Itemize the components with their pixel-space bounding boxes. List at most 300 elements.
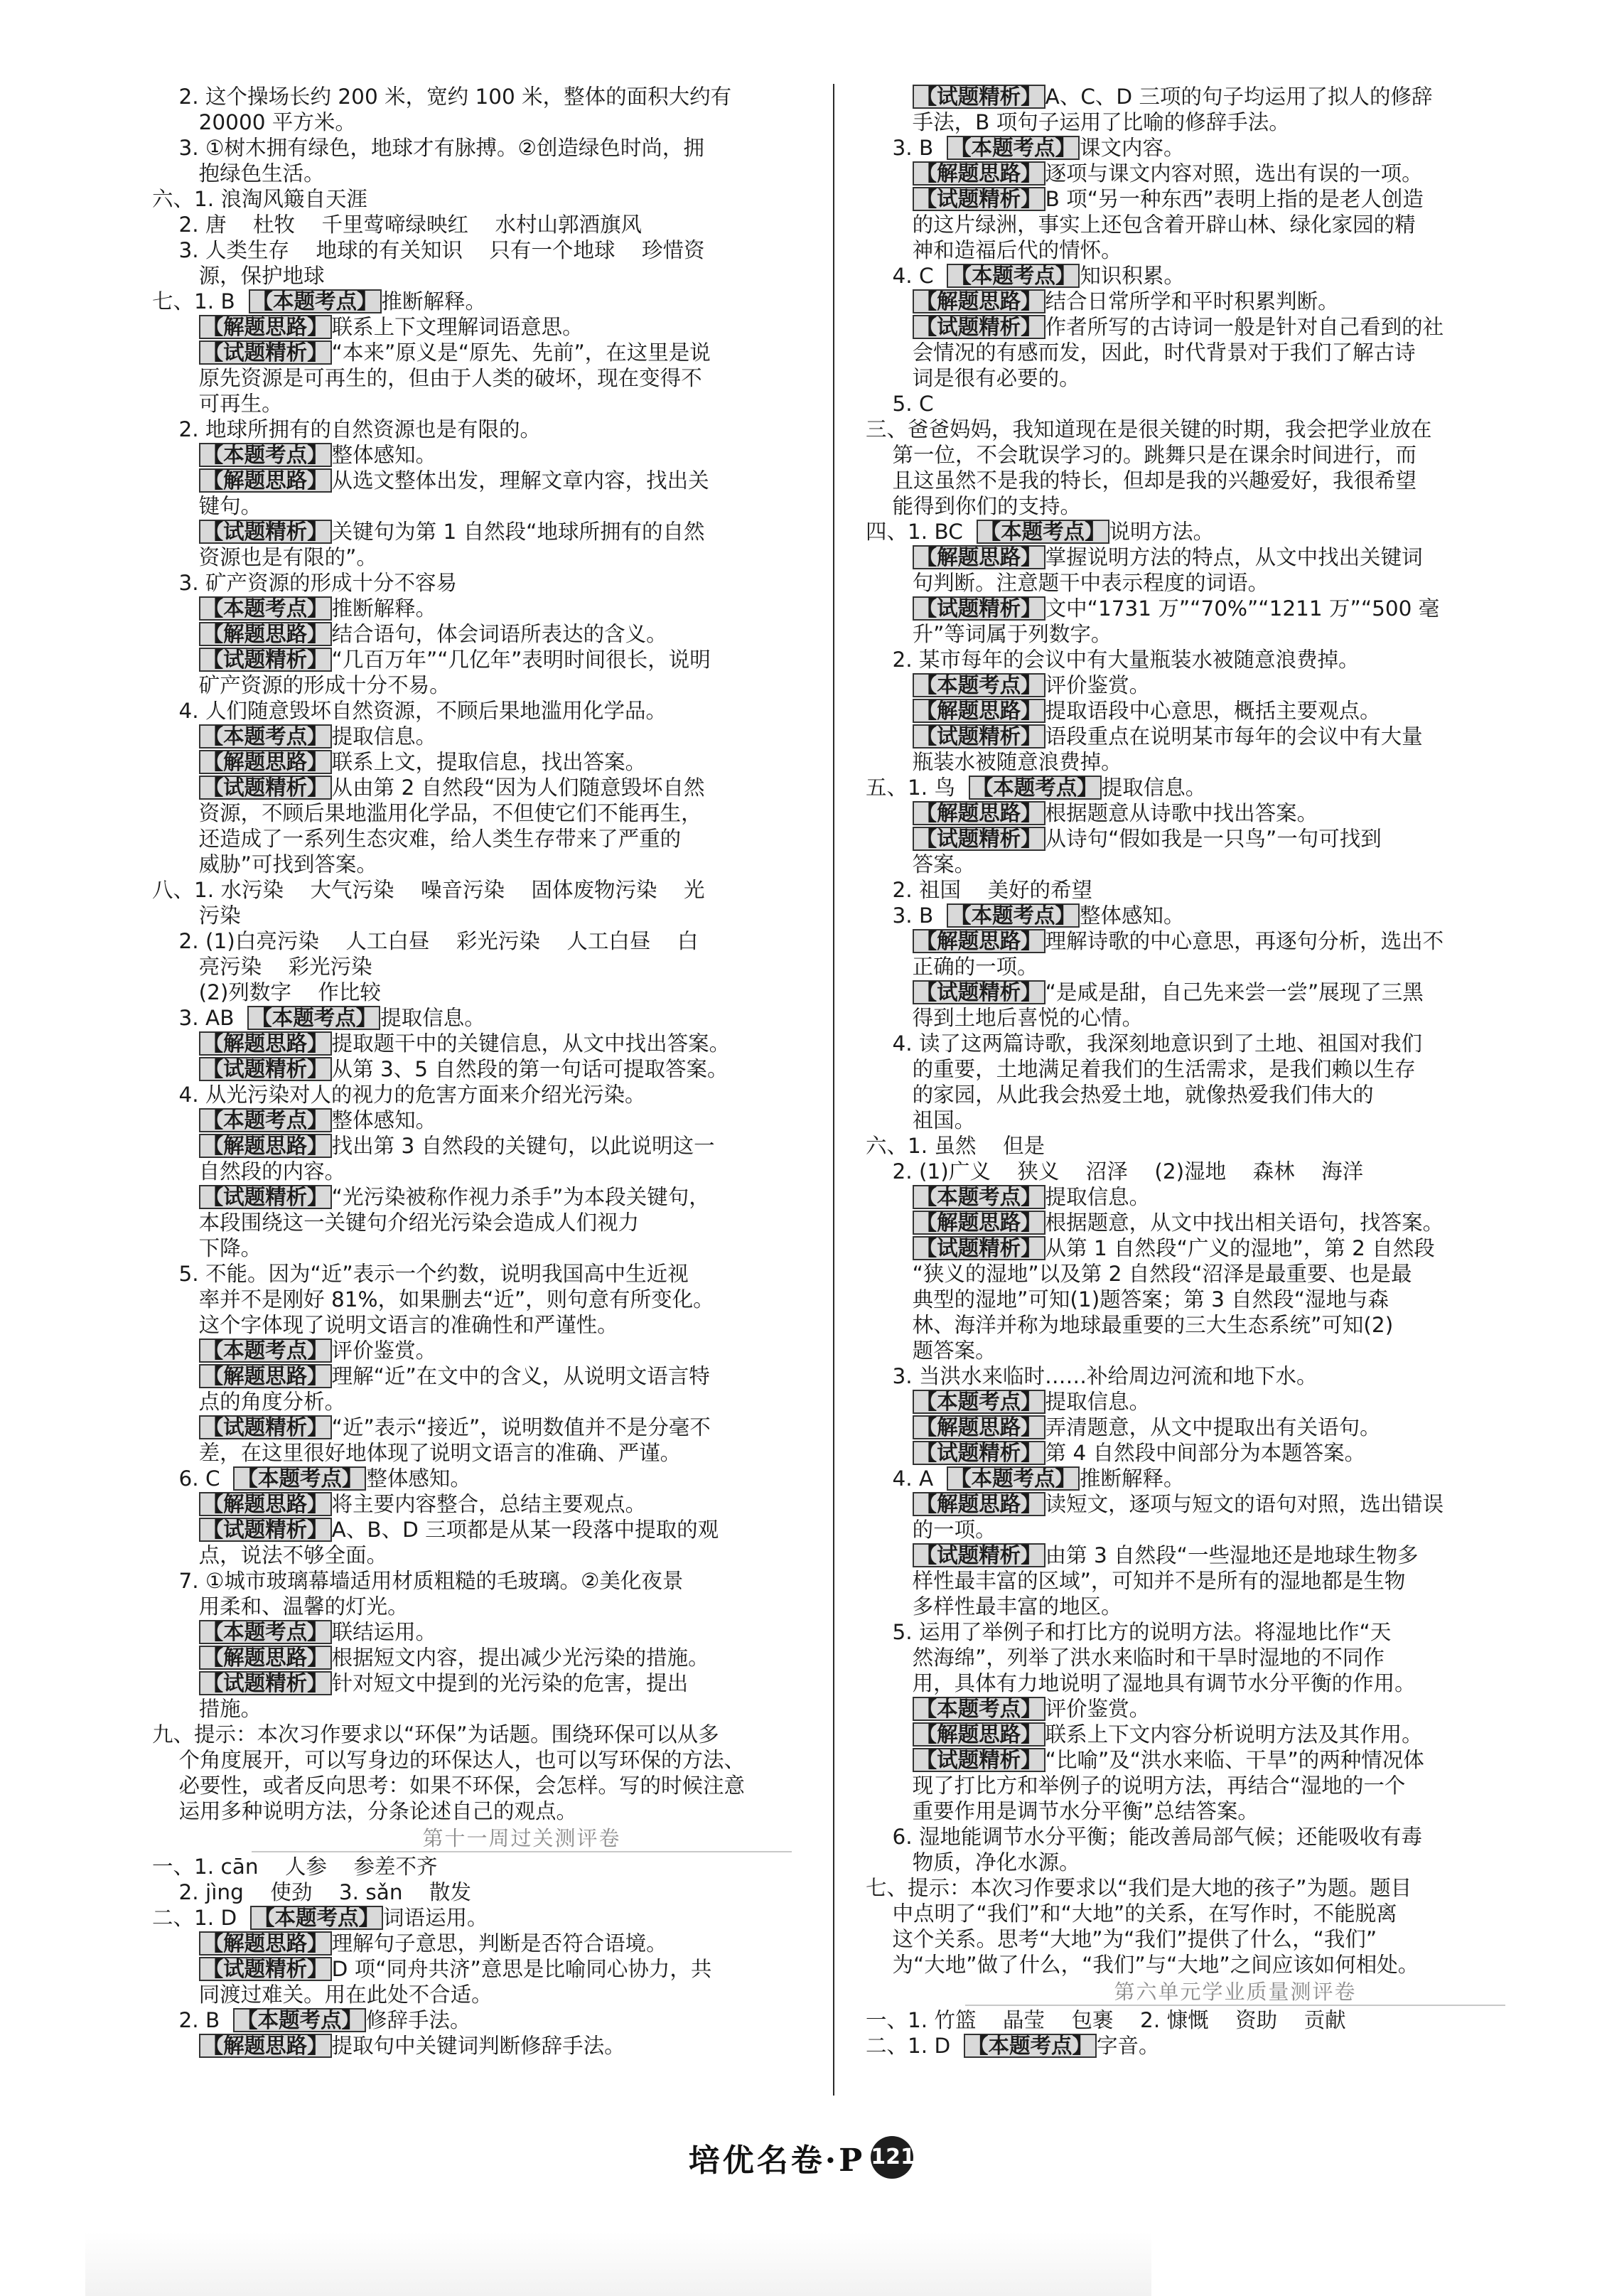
answer-prefix: [152, 1415, 199, 1439]
answer-tag: 【解题思路】: [199, 1134, 332, 1158]
answer-tag: 【试题精析】: [199, 1185, 332, 1209]
answer-text: 整体感知。: [1080, 903, 1185, 928]
answer-text: 从第 1 自然段“广义的湿地”，第 2 自然段: [1045, 1236, 1435, 1260]
answer-line: [866, 1261, 1576, 1287]
answer-prefix: 五、1. 鸟: [866, 776, 969, 800]
answer-line: [866, 289, 1576, 314]
answer-text: 题答案。: [866, 1339, 996, 1363]
answer-line: [152, 903, 863, 928]
answer-tag: 【本题考点】: [233, 1466, 366, 1491]
answer-text: 推断解释。: [331, 596, 437, 621]
answer-line: [152, 800, 863, 826]
answer-text: 差，在这里很好地体现了说明文语言的准确、严谨。: [152, 1441, 682, 1465]
answer-line: [866, 391, 1576, 417]
answer-text: “几百万年”“几亿年”表明时间很长，说明: [331, 648, 711, 672]
answer-text: A、B、D 三项都是从某一段落中提取的观: [331, 1518, 719, 1542]
answer-text: 九、提示：本次习作要求以“环保”为话题。围绕环保可以从多: [152, 1722, 719, 1747]
answer-text: 得到土地后喜悦的心情。: [866, 1006, 1144, 1030]
answer-text: 2. jìng 使劲 3. sǎn 散发: [152, 1880, 472, 1904]
answer-text: 20000 平方米。: [152, 110, 356, 134]
answer-line: [866, 237, 1576, 263]
section-title: 第六单元学业质量测评卷: [965, 1979, 1505, 2006]
answer-line: [152, 826, 863, 852]
answer-line: [152, 647, 863, 672]
answer-text: 正确的一项。: [866, 955, 1038, 979]
answer-tag: 【本题考点】: [969, 776, 1102, 800]
answer-text: 自然段的内容。: [152, 1159, 346, 1184]
answer-tag: 【解题思路】: [199, 1364, 332, 1388]
answer-tag: 【解题思路】: [913, 699, 1045, 723]
answer-line: [866, 2007, 1576, 2033]
answer-line: [866, 1568, 1576, 1594]
answer-line: [152, 161, 863, 186]
answer-text: 点的角度分析。: [152, 1390, 346, 1414]
answer-prefix: 二、1. D: [152, 1906, 250, 1930]
answer-text: 答案。: [866, 852, 976, 876]
answer-text: “光污染被称作视力杀手”为本段关键句，: [331, 1185, 710, 1209]
answer-line: [866, 263, 1576, 289]
answer-text: 理解句子意思，判断是否符合语境。: [331, 1931, 667, 1956]
answer-tag: 【试题精析】: [913, 315, 1045, 339]
answer-text: 2. 祖国 美好的希望: [866, 878, 1093, 902]
answer-text: 知识积累。: [1080, 264, 1185, 288]
answer-text: 逐项与课文内容对照，选出有误的一项。: [1045, 161, 1423, 186]
answer-text: 根据短文内容，提出减少光污染的措施。: [331, 1646, 709, 1670]
answer-prefix: [152, 443, 199, 467]
answer-text: 神和造福后代的情怀。: [866, 238, 1122, 262]
answer-text: 瓶装水被随意浪费掉。: [866, 750, 1122, 774]
footer-brand: 培优名卷·P: [688, 2142, 866, 2179]
answer-text: 原先资源是可再生的，但由于人类的破坏，现在变得不: [152, 366, 702, 390]
answer-line: [866, 903, 1576, 928]
answer-text: 理解“近”在文中的含义，从说明文语言特: [331, 1364, 710, 1388]
answer-line: [152, 954, 863, 980]
page-footer: [0, 2133, 1602, 2182]
answer-line: [152, 1005, 863, 1031]
answer-text: 2. 某市每年的会议中有大量瓶装水被随意浪费掉。: [866, 648, 1360, 672]
answer-prefix: 4. A: [866, 1466, 947, 1491]
answer-tag: 【试题精析】: [913, 596, 1045, 621]
answer-text: 还造成了一系列生态灾难，给人类生存带来了严重的: [152, 827, 682, 851]
answer-prefix: 七、1. B: [152, 289, 249, 313]
answer-line: [866, 1466, 1576, 1491]
answer-text: 必要性，或者反向思考：如果不环保，会怎样。写的时候注意: [152, 1774, 746, 1798]
answer-prefix: [152, 468, 199, 493]
answer-text: 的重要，土地满足着我们的生活需求，是我们赖以生存: [866, 1057, 1416, 1081]
answer-text: 整体感知。: [331, 1108, 437, 1132]
answer-line: [152, 519, 863, 545]
answer-text: 4. 读了这两篇诗歌，我深刻地意识到了土地、祖国对我们: [866, 1031, 1423, 1056]
answer-prefix: 3. B: [866, 136, 947, 160]
answer-line: [152, 1261, 863, 1287]
answer-text: 的一项。: [866, 1518, 996, 1542]
answer-text: 结合语句，体会词语所表达的含义。: [331, 622, 667, 646]
answer-text: 结合日常所学和平时积累判断。: [1045, 289, 1339, 313]
answer-text: 找出第 3 自然段的关键句，以此说明这一: [331, 1134, 715, 1158]
answer-tag: 【试题精析】: [913, 827, 1045, 851]
answer-line: [866, 1619, 1576, 1645]
answer-prefix: [152, 622, 199, 646]
answer-line: [152, 1363, 863, 1389]
answer-prefix: [866, 1236, 913, 1260]
answer-text: 整体感知。: [331, 443, 437, 467]
answer-text: 的家园，从此我会热爱土地，就像热爱我们伟大的: [866, 1083, 1374, 1107]
answer-line: [152, 1594, 863, 1619]
answer-text: 中点明了“我们”和“大地”的关系，在写作时，不能脱离: [866, 1901, 1397, 1926]
answer-text: 样性最丰富的区域”，可知并不是所有的湿地都是生物: [866, 1569, 1406, 1593]
answer-line: [866, 570, 1576, 596]
answer-line: [152, 1696, 863, 1722]
answer-line: [866, 1850, 1576, 1875]
answer-line: [866, 1543, 1576, 1568]
answer-text: 祖国。: [866, 1108, 976, 1132]
answer-prefix: 四、1. BC: [866, 520, 977, 544]
answer-text: 5. C: [866, 392, 934, 416]
answer-text: 这个字体现了说明文语言的准确性和严谨性。: [152, 1313, 618, 1337]
answer-line: [866, 698, 1576, 724]
answer-line: [152, 2007, 863, 2033]
column-divider: [833, 84, 834, 2096]
answer-prefix: 二、1. D: [866, 2034, 964, 2058]
answer-line: [866, 1773, 1576, 1798]
answer-line: [866, 212, 1576, 237]
answer-prefix: [152, 1108, 199, 1132]
answer-text: 3. 当洪水来临时……补给周边河流和地下水。: [866, 1364, 1318, 1388]
answer-text: 手法，B 项句子运用了比喻的修辞手法。: [866, 110, 1290, 134]
answer-tag: 【解题思路】: [199, 1931, 332, 1956]
answer-line: [866, 1670, 1576, 1696]
answer-text: 且这虽然不是我的特长，但却是我的兴趣爱好，我很希望: [866, 468, 1417, 493]
answer-prefix: [866, 187, 913, 211]
answer-text: 典型的湿地”可知(1)题答案；第 3 自然段“湿地与森: [866, 1287, 1389, 1311]
answer-line: [152, 621, 863, 647]
answer-line: [152, 1466, 863, 1491]
answer-text: 修辞手法。: [366, 2008, 471, 2032]
answer-tag: 【试题精析】: [199, 1057, 332, 1081]
answer-tag: 【本题考点】: [247, 1006, 380, 1030]
answer-text: 针对短文中提到的光污染的危害，提出: [331, 1671, 689, 1695]
answer-tag: 【解题思路】: [199, 622, 332, 646]
answer-line: [152, 340, 863, 365]
answer-text: 从选文整体出发，理解文章内容，找出关: [331, 468, 709, 493]
answer-line: [152, 109, 863, 135]
answer-prefix: [866, 1697, 913, 1721]
answer-prefix: [866, 161, 913, 186]
answer-tag: 【本题考点】: [249, 289, 382, 313]
right-column: [866, 84, 1576, 2059]
answer-tag: 【试题精析】: [913, 724, 1045, 749]
answer-text: 第一位，不会耽误学习的。跳舞只是在课余时间进行，而: [866, 443, 1417, 467]
answer-line: [866, 1363, 1576, 1389]
answer-text: 联结运用。: [331, 1620, 437, 1644]
answer-text: 物质，净化水源。: [866, 1850, 1080, 1874]
answer-prefix: [866, 699, 913, 723]
answer-text: 从诗句“假如我是一只鸟”一句可找到: [1045, 827, 1382, 851]
answer-text: 六、1. 浪淘风簸自天涯: [152, 187, 368, 211]
answer-text: 个角度展开，可以写身边的环保达人，也可以写环保的方法、: [152, 1748, 746, 1772]
answer-line: [152, 1184, 863, 1210]
answer-prefix: [152, 1620, 199, 1644]
answer-line: [866, 1696, 1576, 1722]
answer-line: [152, 468, 863, 493]
answer-tag: 【本题考点】: [913, 1390, 1045, 1414]
answer-line: [866, 877, 1576, 903]
answer-tag: 【本题考点】: [964, 2034, 1097, 2058]
answer-text: “比喻”及“洪水来临、干旱”的两种情况体: [1045, 1748, 1424, 1772]
answer-line: [152, 1133, 863, 1159]
answer-text: 威胁”可找到答案。: [152, 852, 377, 876]
answer-line: [866, 980, 1576, 1005]
answer-text: 整体感知。: [366, 1466, 471, 1491]
answer-tag: 【本题考点】: [977, 520, 1109, 544]
answer-line: [152, 1798, 863, 1824]
answer-line: [152, 1312, 863, 1338]
answer-text: 评价鉴赏。: [1045, 673, 1151, 697]
answer-text: 评价鉴赏。: [1045, 1697, 1151, 1721]
answer-text: 现了打比方和举例子的说明方法，再结合“湿地的一个: [866, 1774, 1406, 1798]
answer-line: [152, 1670, 863, 1696]
answer-line: [152, 1031, 863, 1056]
answer-line: [152, 84, 863, 109]
answer-line: [866, 1184, 1576, 1210]
answer-line: [152, 1389, 863, 1415]
answer-text: 7. ①城市玻璃幕墙适用材质粗糙的毛玻璃。②美化夜景: [152, 1569, 684, 1593]
answer-prefix: [866, 673, 913, 697]
answer-line: [866, 1235, 1576, 1261]
answer-line: [866, 672, 1576, 698]
answer-line: [152, 1931, 863, 1956]
answer-text: 一、1. 竹篮 晶莹 包裹 2. 慷慨 资助 贡献: [866, 2008, 1346, 2032]
answer-tag: 【本题考点】: [913, 1185, 1045, 1209]
answer-line: [152, 1879, 863, 1905]
answer-tag: 【解题思路】: [199, 750, 332, 774]
answer-line: [866, 1210, 1576, 1235]
answer-text: 说明方法。: [1109, 520, 1215, 544]
answer-line: [866, 1312, 1576, 1338]
answer-tag: 【试题精析】: [199, 1957, 332, 1981]
answer-text: 这个关系。思考“大地”为“我们”提供了什么，“我们”: [866, 1927, 1377, 1951]
answer-line: [866, 826, 1576, 852]
answer-text: 矿产资源的形成十分不易。: [152, 673, 451, 697]
answer-text: 3. 人类生存 地球的有关知识 只有一个地球 珍惜资: [152, 238, 705, 262]
answer-line: [152, 442, 863, 468]
answer-line: [152, 749, 863, 775]
answer-line: [866, 1031, 1576, 1056]
answer-tag: 【试题精析】: [199, 520, 332, 544]
answer-tag: 【本题考点】: [199, 443, 332, 467]
answer-text: 同渡过难关。用在此处不合适。: [152, 1983, 493, 2007]
answer-prefix: [152, 1339, 199, 1363]
answer-line: [866, 621, 1576, 647]
answer-text: 根据题意从诗歌中找出答案。: [1045, 801, 1318, 825]
answer-text: 语段重点在说明某市每年的会议中有大量: [1045, 724, 1423, 749]
answer-text: 然海绵”，列举了洪水来临时和干旱时湿地的不同作: [866, 1646, 1385, 1670]
answer-text: 从第 3、5 自然段的第一句话可提取答案。: [331, 1057, 729, 1081]
answer-prefix: 6. C: [152, 1466, 234, 1491]
answer-tag: 【试题精析】: [913, 1236, 1045, 1260]
answer-line: [866, 596, 1576, 621]
answer-prefix: [152, 1031, 199, 1056]
answer-line: [866, 545, 1576, 570]
answer-text: 三、爸爸妈妈，我知道现在是很关键的时期，我会把学业放在: [866, 417, 1432, 441]
answer-line: [866, 1645, 1576, 1670]
answer-text: 会情况的有感而发，因此，时代背景对于我们了解古诗: [866, 340, 1416, 365]
answer-line: [152, 672, 863, 698]
answer-text: 提取句中关键词判断修辞手法。: [331, 2034, 625, 2058]
answer-text: A、C、D 三项的句子均运用了拟人的修辞: [1045, 85, 1433, 109]
answer-text: 多样性最丰富的地区。: [866, 1594, 1122, 1619]
answer-line: [866, 1056, 1576, 1082]
answer-text: 资源，不顾后果地滥用化学品，不但使它们不能再生，: [152, 801, 702, 825]
answer-prefix: [152, 1671, 199, 1695]
answer-text: 键句。: [152, 494, 262, 518]
answer-tag: 【试题精析】: [913, 85, 1045, 109]
answer-line: [866, 1901, 1576, 1926]
answer-prefix: [866, 724, 913, 749]
answer-line: [152, 1415, 863, 1440]
answer-prefix: [866, 1492, 913, 1516]
answer-line: [866, 775, 1576, 800]
answer-text: 词是很有必要的。: [866, 366, 1080, 390]
answer-tag: 【解题思路】: [913, 929, 1045, 953]
answer-tag: 【解题思路】: [199, 1646, 332, 1670]
answer-text: 污染: [152, 903, 241, 928]
answer-text: 弄清题意，从文中提取出有关语句。: [1045, 1415, 1381, 1439]
answer-line: [866, 1005, 1576, 1031]
answer-line: [152, 237, 863, 263]
answer-line: [866, 186, 1576, 212]
answer-line: [866, 1440, 1576, 1466]
answer-line: [152, 135, 863, 161]
left-column: [152, 84, 863, 2059]
answer-prefix: [866, 827, 913, 851]
answer-tag: 【解题思路】: [913, 1415, 1045, 1439]
answer-line: [152, 1235, 863, 1261]
answer-line: [866, 1926, 1576, 1952]
answer-tag: 【解题思路】: [199, 468, 332, 493]
answer-line: [152, 1082, 863, 1107]
answer-text: 根据题意，从文中找出相关语句，找答案。: [1045, 1211, 1444, 1235]
answer-text: 下降。: [152, 1236, 262, 1260]
answer-prefix: [152, 724, 199, 749]
answer-line: [152, 1210, 863, 1235]
answer-prefix: [152, 1057, 199, 1081]
answer-text: 3. 矿产资源的形成十分不容易: [152, 571, 458, 595]
answer-line: [152, 1517, 863, 1543]
answer-text: 2. (1)白亮污染 人工白昼 彩光污染 人工白昼 白: [152, 929, 699, 953]
answer-prefix: [866, 801, 913, 825]
answer-line: [866, 340, 1576, 365]
answer-line: [152, 570, 863, 596]
answer-line: [866, 135, 1576, 161]
answer-prefix: [152, 520, 199, 544]
answer-text: 提取信息。: [1045, 1390, 1151, 1414]
answer-text: 亮污染 彩光污染: [152, 955, 372, 979]
answer-text: 4. 从光污染对人的视力的危害方面来介绍光污染。: [152, 1083, 646, 1107]
answer-text: 从由第 2 自然段“因为人们随意毁坏自然: [331, 776, 705, 800]
answer-text: 的这片绿洲，事实上还包含着开辟山林、绿化家园的精: [866, 213, 1416, 237]
answer-text: 将主要内容整合，总结主要观点。: [331, 1492, 647, 1516]
answer-line: [866, 1517, 1576, 1543]
answer-line: [152, 775, 863, 800]
answer-line: [152, 928, 863, 954]
answer-text: 为“大地”做了什么，“我们”与“大地”之间应该如何相处。: [866, 1953, 1419, 1977]
answer-line: [152, 1568, 863, 1594]
answer-tag: 【试题精析】: [199, 1518, 332, 1542]
answer-text: 联系上下文内容分析说明方法及其作用。: [1045, 1722, 1423, 1747]
answer-prefix: [866, 1441, 913, 1465]
answer-text: 提取信息。: [1101, 776, 1207, 800]
answer-text: 资源也是有限的”。: [152, 545, 377, 569]
answer-line: [866, 1107, 1576, 1133]
answer-line: [152, 1543, 863, 1568]
answer-text: “狭义的湿地”以及第 2 自然段“沼泽是最重要、也是最: [866, 1262, 1412, 1286]
answer-prefix: [152, 1518, 199, 1542]
answer-line: [866, 417, 1576, 442]
answer-line: [152, 724, 863, 749]
answer-line: [866, 314, 1576, 340]
answer-text: 本段围绕这一关键句介绍光污染会造成人们视力: [152, 1211, 640, 1235]
answer-line: [866, 468, 1576, 493]
answer-line: [866, 1594, 1576, 1619]
answer-tag: 【本题考点】: [250, 1906, 383, 1930]
answer-text: 2. 地球所拥有的自然资源也是有限的。: [152, 417, 542, 441]
answer-line: [866, 2033, 1576, 2059]
answer-line: [152, 493, 863, 519]
answer-line: [152, 1491, 863, 1517]
answer-line: [152, 1107, 863, 1133]
answer-text: 提取信息。: [380, 1006, 485, 1030]
answer-line: [152, 1854, 863, 1879]
answer-tag: 【解题思路】: [913, 1211, 1045, 1235]
answer-prefix: 3. AB: [152, 1006, 248, 1030]
answer-line: [866, 1747, 1576, 1773]
answer-tag: 【解题思路】: [199, 1031, 332, 1056]
answer-prefix: [866, 1748, 913, 1772]
answer-line: [152, 1722, 863, 1747]
answer-line: [866, 1952, 1576, 1978]
answer-prefix: [152, 648, 199, 672]
answer-text: 文中“1731 万”“70%”“1211 万”“500 毫: [1045, 596, 1440, 621]
answer-text: 读短文，逐项与短文的语句对照，选出错误: [1045, 1492, 1444, 1516]
answer-text: 2. 这个操场长约 200 米，宽约 100 米，整体的面积大约有: [152, 85, 732, 109]
answer-text: 句判断。注意题干中表示程度的词语。: [866, 571, 1269, 595]
answer-tag: 【解题思路】: [913, 161, 1045, 186]
answer-line: [152, 877, 863, 903]
answer-tag: 【试题精析】: [199, 648, 332, 672]
page-number-badge: 121: [871, 2136, 913, 2179]
answer-text: 2. (1)广义 狭义 沼泽 (2)湿地 森林 海洋: [866, 1159, 1364, 1184]
answer-line: [152, 1956, 863, 1982]
answer-line: [866, 647, 1576, 672]
answer-tag: 【本题考点】: [199, 596, 332, 621]
answer-prefix: [152, 750, 199, 774]
answer-text: 重要作用是调节水分平衡”总结答案。: [866, 1799, 1259, 1823]
answer-line: [866, 493, 1576, 519]
answer-text: 点，说法不够全面。: [152, 1543, 388, 1567]
answer-text: 关键句为第 1 自然段“地球所拥有的自然: [331, 520, 705, 544]
answer-line: [152, 2033, 863, 2059]
answer-prefix: [866, 1722, 913, 1747]
answer-line: [152, 212, 863, 237]
answer-text: 推断解释。: [1079, 1466, 1185, 1491]
answer-line: [152, 980, 863, 1005]
answer-text: B 项“另一种东西”表明上指的是老人创造: [1045, 187, 1424, 211]
answer-line: [152, 1747, 863, 1773]
answer-line: [866, 519, 1576, 545]
answer-prefix: [152, 1364, 199, 1388]
answer-text: 掌握说明方法的特点，从文中找出关键词: [1045, 545, 1423, 569]
